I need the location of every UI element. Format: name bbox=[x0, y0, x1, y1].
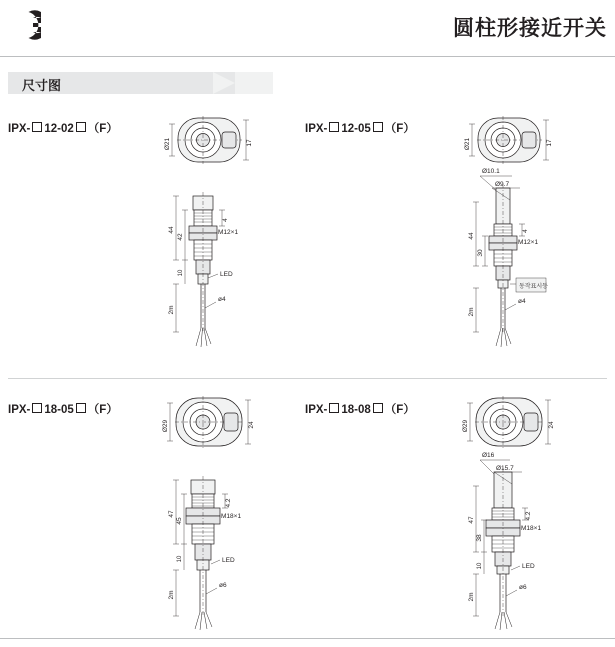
dim-top-height: 17 bbox=[546, 139, 553, 147]
block-label-ipx-12-05: IPX- 12-05 （F） bbox=[305, 123, 415, 135]
placeholder-square-icon bbox=[32, 403, 42, 413]
dim-body: 45 bbox=[176, 517, 183, 525]
drawing-ipx-18-08 bbox=[450, 390, 610, 635]
label-thread: M18×1 bbox=[221, 513, 242, 520]
dim-thread-len: 4.2 bbox=[525, 511, 532, 521]
dim-total: 44 bbox=[168, 226, 175, 234]
dim-total: 44 bbox=[468, 232, 475, 240]
dim-head-dia: Ø16 bbox=[482, 452, 495, 459]
label-led: LED bbox=[222, 557, 235, 564]
dim-small: 10 bbox=[178, 269, 184, 277]
dim-head-dia: Ø10.1 bbox=[482, 168, 500, 175]
dim-top-diameter: Ø29 bbox=[462, 419, 469, 433]
page-title: 圆柱形接近开关 bbox=[453, 17, 607, 40]
dim-head-dia2: Ø15.7 bbox=[496, 465, 514, 472]
dim-cable-len: 2m bbox=[468, 592, 475, 602]
label-thread: M12×1 bbox=[518, 239, 539, 246]
block-label-ipx-18-08: IPX- 18-08 （F） bbox=[305, 404, 415, 416]
drawing-ipx-18-05 bbox=[150, 390, 300, 635]
dim-cable-dia: ø6 bbox=[219, 582, 227, 589]
dim-thread-len: 4.2 bbox=[225, 498, 232, 508]
dim-small: 10 bbox=[177, 555, 183, 563]
placeholder-square-icon bbox=[329, 122, 339, 132]
label-indicator-tag: 동작표시등 bbox=[519, 284, 548, 290]
dim-top-height: 17 bbox=[246, 139, 253, 147]
dim-total: 47 bbox=[468, 516, 475, 524]
drawing-ipx-12-05 bbox=[450, 110, 610, 355]
dim-body: 42 bbox=[177, 233, 184, 241]
diagram-block-ipx-18-05 bbox=[0, 380, 300, 638]
placeholder-square-icon bbox=[373, 403, 383, 413]
dim-top-diameter: Ø21 bbox=[464, 137, 471, 151]
dim-top-height: 24 bbox=[248, 421, 255, 429]
placeholder-square-icon bbox=[373, 122, 383, 132]
diagram-block-ipx-12-05 bbox=[300, 0, 615, 317]
placeholder-square-icon bbox=[32, 122, 42, 132]
dim-top-height: 24 bbox=[548, 421, 555, 429]
placeholder-square-icon bbox=[76, 403, 86, 413]
placeholder-square-icon bbox=[329, 403, 339, 413]
footer-divider bbox=[0, 638, 615, 639]
dim-total: 47 bbox=[168, 510, 175, 518]
drawing-ipx-12-02 bbox=[150, 110, 300, 355]
section-divider bbox=[8, 378, 607, 379]
diagram-block-ipx-12-02 bbox=[0, 0, 300, 315]
dim-top-diameter: Ø29 bbox=[162, 419, 169, 433]
dim-small: 10 bbox=[477, 562, 483, 570]
label-thread: M12×1 bbox=[218, 229, 239, 236]
diagram-block-ipx-18-08 bbox=[300, 380, 615, 638]
dim-cable-len: 2m bbox=[168, 305, 175, 315]
block-label-ipx-12-02: IPX- 12-02 （F） bbox=[8, 123, 118, 135]
dim-body: 30 bbox=[477, 249, 484, 257]
dim-thread-len: 4 bbox=[522, 229, 529, 233]
dim-thread-len: 4 bbox=[222, 218, 229, 222]
label-led: LED bbox=[522, 563, 535, 570]
dim-head-dia2: Ø9.7 bbox=[495, 181, 510, 188]
dim-cable-len: 2m bbox=[168, 590, 175, 600]
label-led: LED bbox=[220, 271, 233, 278]
label-thread: M18×1 bbox=[521, 525, 542, 532]
dim-cable-dia: ø4 bbox=[518, 298, 526, 305]
dim-top-diameter: Ø21 bbox=[164, 137, 171, 151]
dim-cable-dia: ø4 bbox=[218, 296, 226, 303]
placeholder-square-icon bbox=[76, 122, 86, 132]
dim-cable-len: 2m bbox=[468, 307, 475, 317]
dim-body: 38 bbox=[476, 534, 483, 542]
block-label-ipx-18-05: IPX- 18-05 （F） bbox=[8, 404, 118, 416]
section-title: 尺寸图 bbox=[22, 78, 62, 93]
dim-cable-dia: ø6 bbox=[519, 584, 527, 591]
